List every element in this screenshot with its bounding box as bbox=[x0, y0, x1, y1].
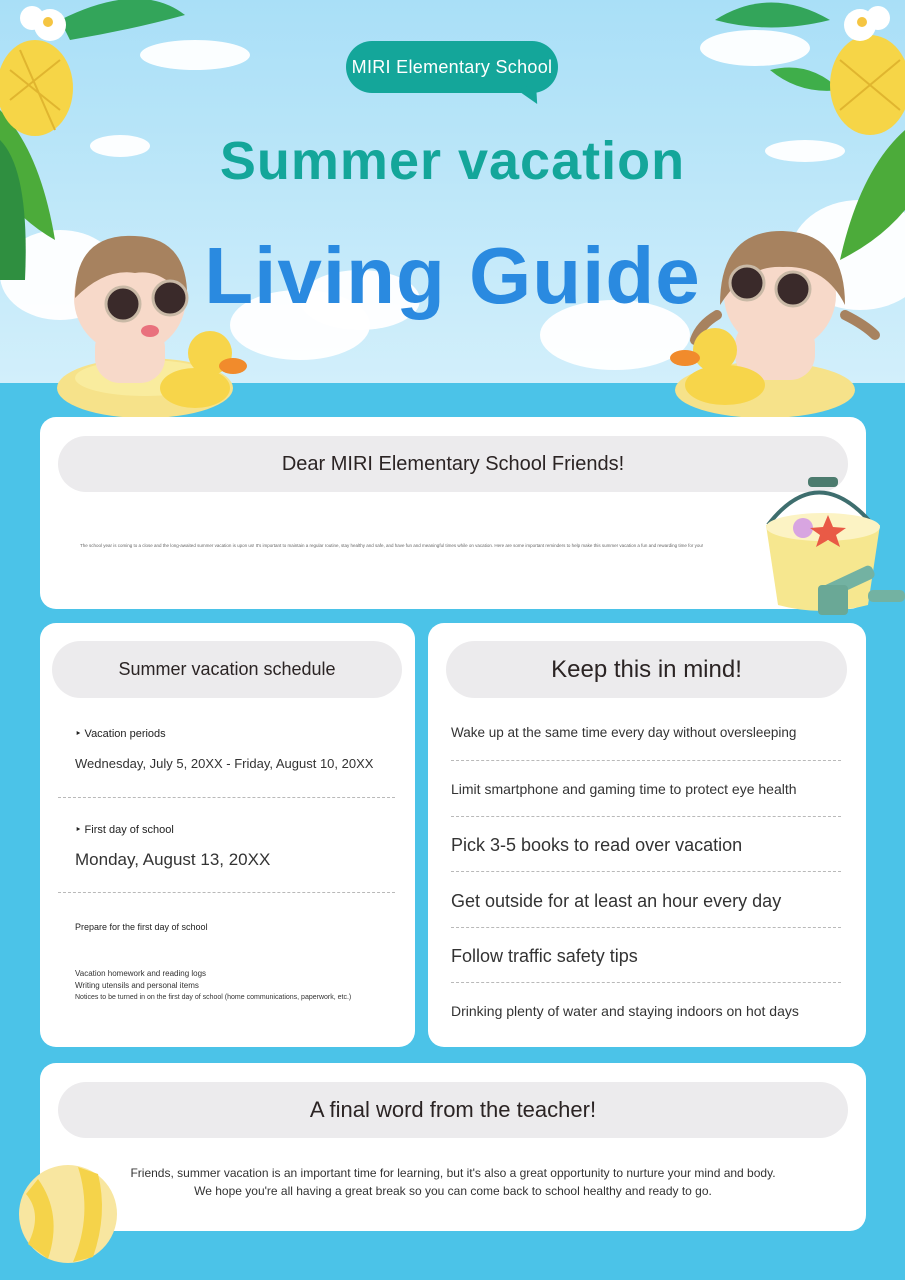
divider bbox=[451, 816, 841, 817]
divider bbox=[58, 892, 395, 893]
intro-heading: Dear MIRI Elementary School Friends! bbox=[58, 436, 848, 492]
closing-heading: A final word from the teacher! bbox=[58, 1082, 848, 1138]
title-line-1: Summer vacation bbox=[219, 131, 686, 191]
tip-item: Limit smartphone and gaming time to protect eye health bbox=[451, 781, 797, 797]
prepare-item: Vacation homework and reading logs bbox=[75, 969, 207, 978]
prepare-item: Writing utensils and personal items bbox=[75, 981, 199, 990]
closing-line-1: Friends, summer vacation is an important time for learning, but it's also a great opportunity to nurture your mind and body. bbox=[130, 1166, 776, 1180]
vacation-periods-label: ‣ Vacation periods bbox=[75, 728, 166, 740]
intro-body: The school year is coming to a close and the long-awaited summer vacation is upon us! It's important to maintain a regular routine, stay healthy and safe, and have fun and meaningful times while on vacation. Here are some important reminders to help make this summer vacation a fun and rewarding time for you! bbox=[80, 543, 704, 548]
schedule-heading: Summer vacation schedule bbox=[52, 641, 402, 698]
divider bbox=[451, 871, 841, 872]
school-name-badge: MIRI Elementary School bbox=[346, 41, 558, 93]
divider bbox=[451, 927, 841, 928]
tip-item: Follow traffic safety tips bbox=[451, 946, 638, 966]
vacation-periods-value: Wednesday, July 5, 20XX - Friday, August 10, 20XX bbox=[75, 756, 374, 771]
divider bbox=[451, 982, 841, 983]
closing-line-2: We hope you're all having a great break so you can come back to school healthy and ready to go. bbox=[194, 1184, 712, 1198]
first-day-value: Monday, August 13, 20XX bbox=[75, 850, 271, 869]
tips-heading: Keep this in mind! bbox=[446, 641, 847, 698]
tip-item: Get outside for at least an hour every day bbox=[451, 891, 782, 911]
sand-bucket-illustration bbox=[758, 475, 905, 620]
prepare-label: Prepare for the first day of school bbox=[75, 922, 208, 932]
tip-item: Drinking plenty of water and staying indoors on hot days bbox=[451, 1003, 799, 1019]
beach-ball-illustration bbox=[18, 1164, 118, 1264]
tip-item: Wake up at the same time every day without oversleeping bbox=[451, 725, 797, 740]
title-line-2: Living Guide bbox=[204, 231, 701, 320]
divider bbox=[58, 797, 395, 798]
tip-item: Pick 3-5 books to read over vacation bbox=[451, 835, 743, 855]
divider bbox=[451, 760, 841, 761]
prepare-item: Notices to be turned in on the first day of school (home communications, paperwork, etc.) bbox=[75, 994, 352, 1001]
first-day-label: ‣ First day of school bbox=[75, 824, 174, 836]
